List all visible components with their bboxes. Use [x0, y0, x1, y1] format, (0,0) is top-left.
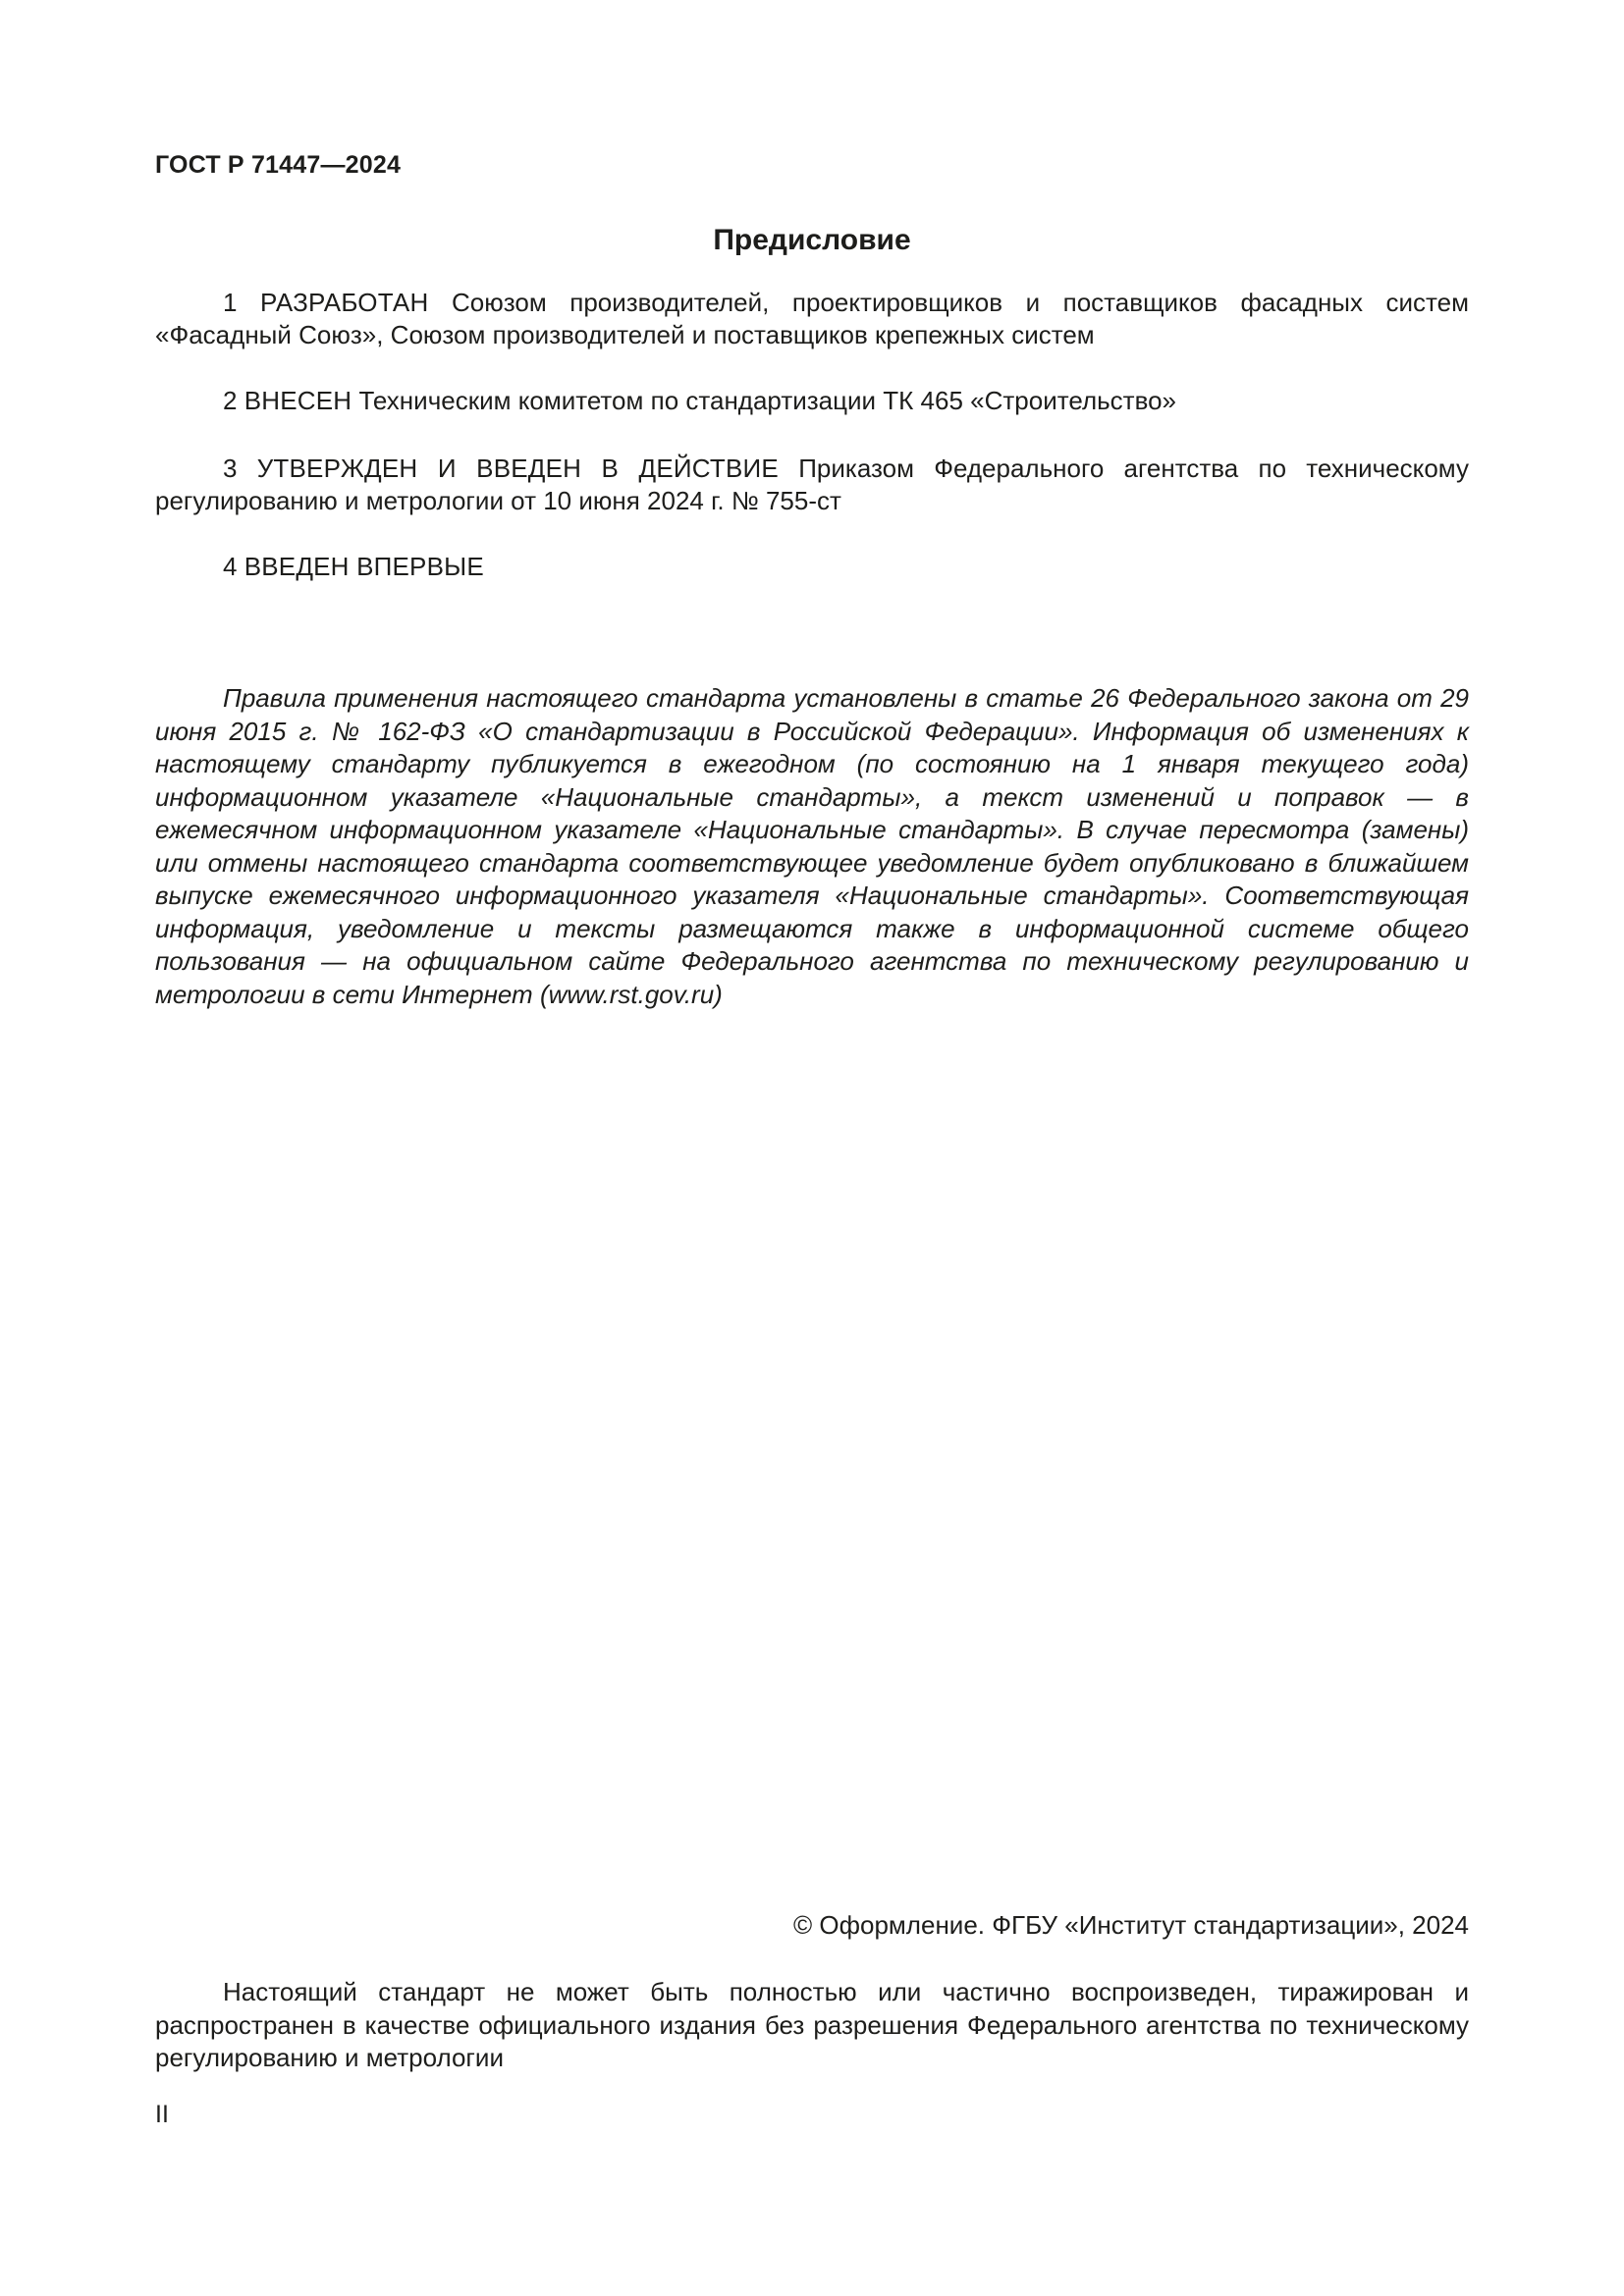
- item-text: Приказом Федерального агентства по техническому регулированию и метрологии от 10 июня 2024 г. № 755-ст: [155, 454, 1469, 515]
- reproduction-notice: Настоящий стандарт не может быть полностью или частично воспроизведен, тиражирован и распространен в качестве официального издания без разрешения Федерального агентства по техническому регулированию и метрологии: [155, 1977, 1469, 2072]
- item-lead: РАЗРАБОТАН: [260, 288, 429, 317]
- item-lead: УТВЕРЖДЕН И ВВЕДЕН В ДЕЙСТВИЕ: [256, 454, 779, 483]
- item-lead: ВВЕДЕН ВПЕРВЫЕ: [244, 552, 484, 581]
- copyright-line: © Оформление. ФГБУ «Институт стандартизации», 2024: [793, 1910, 1469, 1940]
- foreword-item: [155, 385, 1469, 417]
- foreword-item: [155, 551, 1469, 583]
- item-text: Техническим комитетом по стандартизации ТК 465 «Строительство»: [358, 386, 1177, 415]
- item-text: Союзом производителей, проектировщиков и поставщиков фасадных систем «Фасадный Союз», Союзом производителей и поставщиков крепежных систем: [155, 288, 1469, 349]
- item-number: 1: [223, 288, 238, 317]
- item-number: 3: [223, 454, 238, 483]
- document-code: ГОСТ Р 71447—2024: [155, 151, 402, 179]
- page-number: II: [155, 2101, 169, 2128]
- section-title: Предисловие: [713, 224, 911, 256]
- item-number: 4: [223, 552, 238, 581]
- item-lead: ВНЕСЕН: [244, 386, 352, 415]
- application-rules-text: Правила применения настоящего стандарта установлены в статье 26 Федерального закона от 29 июня 2015 г. № 162-ФЗ «О стандартизации в Российской Федерации». Информация об изменениях к настоящему стандарту публикуется в ежегодном (по состоянию на 1 января текущего года) информационном указателе «Национальные стандарты», а текст изменений и поправок — в ежемесячном информационном указателе «Национальные стандарты». В случае пересмотра (замены) или отмены настоящего стандарта соответствующее уведомление будет опубликовано в ближайшем выпуске ежемесячного информационного указателя «Национальные стандарты». Соответствующая информация, уведомление и тексты размещаются также в информационной системе общего пользования — на официальном сайте Федерального агентства по техническому регулированию и метрологии в сети Интернет (www.rst.gov.ru): [155, 683, 1469, 1009]
- foreword-item: [155, 453, 1469, 517]
- item-number: 2: [223, 386, 238, 415]
- foreword-item: [155, 287, 1469, 351]
